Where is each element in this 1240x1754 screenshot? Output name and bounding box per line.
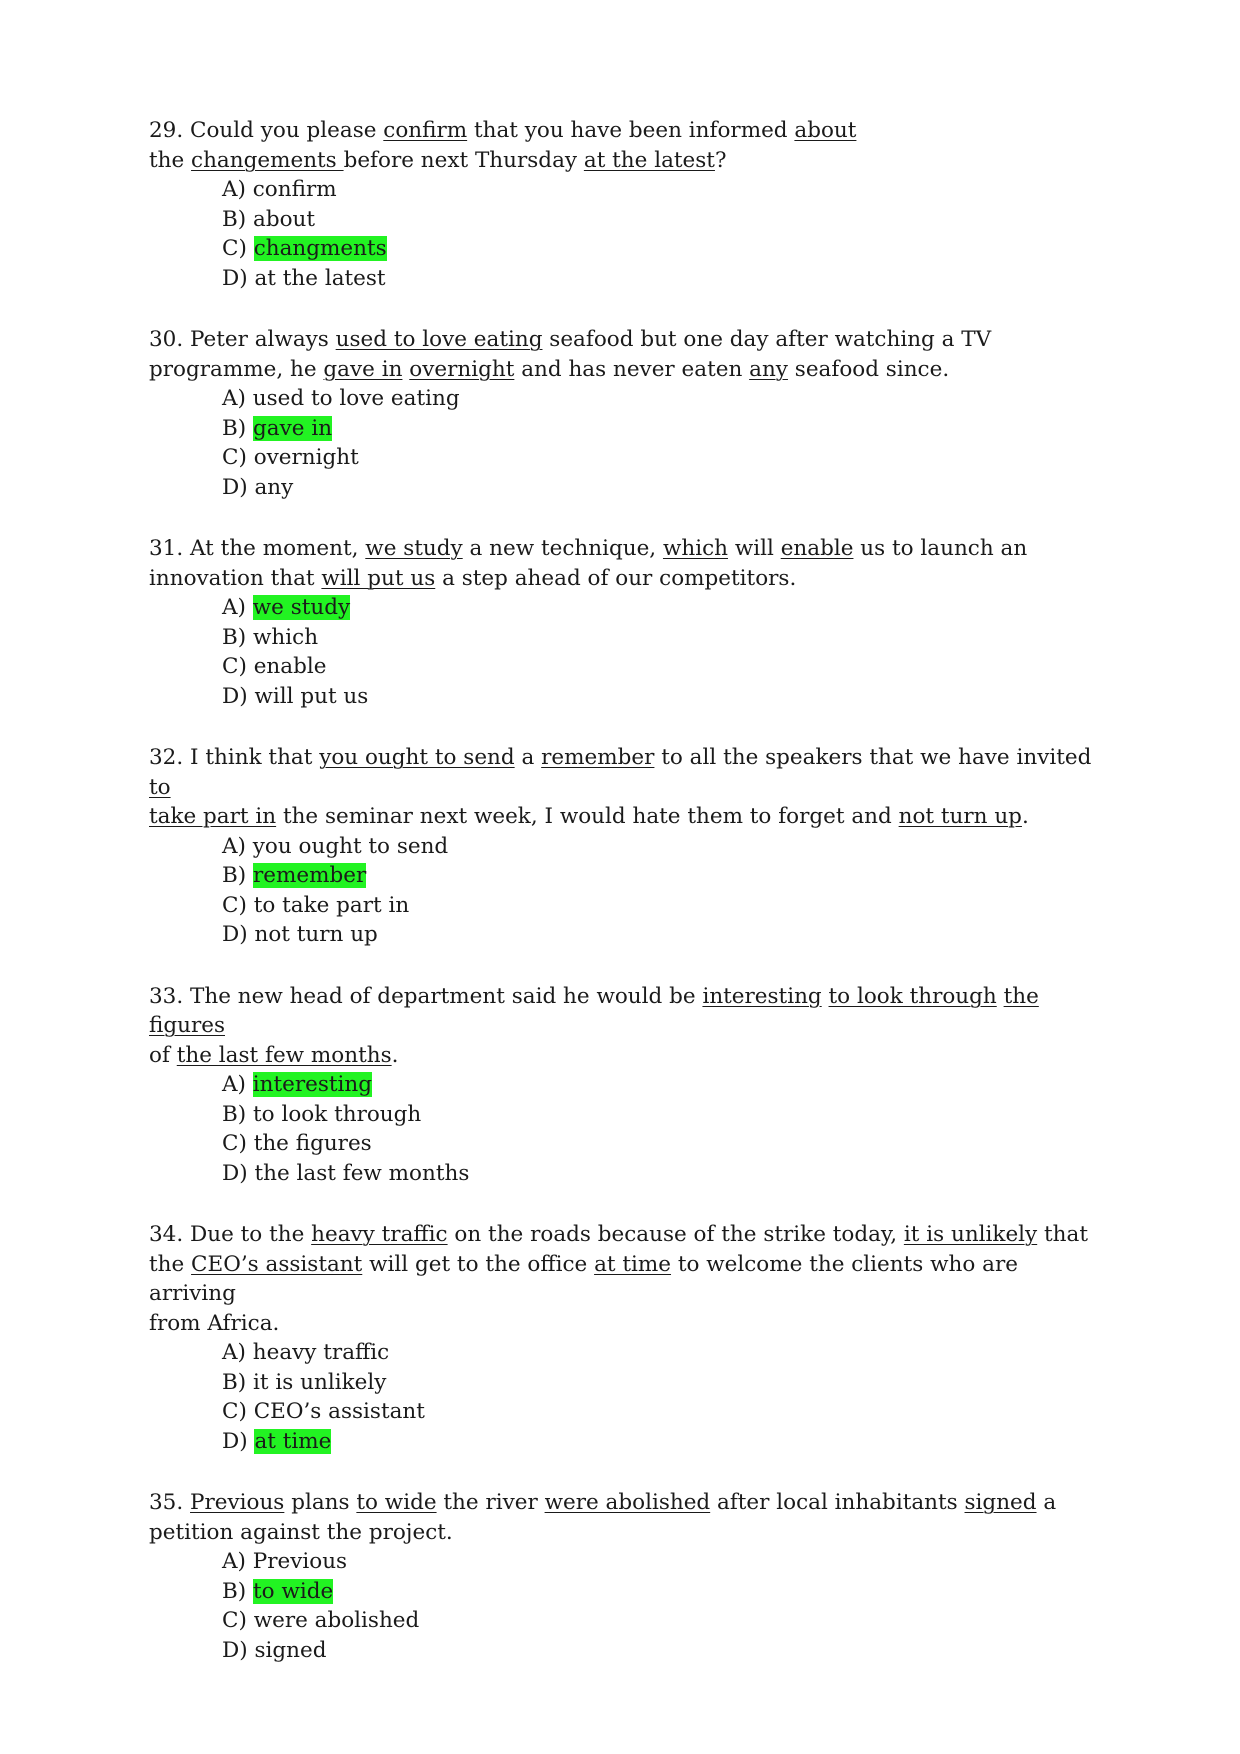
option-letter: B) bbox=[222, 1578, 247, 1604]
stem-text: after local inhabitants bbox=[710, 1490, 965, 1515]
option-letter: B) bbox=[222, 1369, 247, 1395]
option-letter: B) bbox=[222, 415, 247, 441]
option-letter: C) bbox=[222, 445, 247, 470]
stem-text bbox=[822, 984, 829, 1009]
stem-text: and has never eaten bbox=[514, 356, 750, 382]
answer-options bbox=[222, 593, 1109, 711]
stem-text: seafood since. bbox=[787, 356, 950, 382]
stem-text: 33. The new head of department said he would be bbox=[149, 983, 703, 1009]
underlined-phrase: at time bbox=[594, 1251, 672, 1277]
underlined-phrase: not turn up bbox=[898, 804, 1022, 829]
stem-text: on the roads because of the strike today, bbox=[447, 1222, 904, 1247]
answer-options bbox=[222, 384, 1109, 502]
question-stem bbox=[149, 743, 1109, 832]
option-text: not turn up bbox=[254, 922, 378, 947]
option-text: the last few months bbox=[254, 1160, 470, 1186]
option-text: about bbox=[253, 206, 316, 232]
stem-text: 31. At the moment, bbox=[149, 536, 366, 561]
highlighted-answer: interesting bbox=[252, 1072, 373, 1097]
option-letter: C) bbox=[222, 1399, 247, 1424]
answer-option bbox=[222, 1129, 1109, 1159]
highlighted-answer: we study bbox=[252, 595, 351, 620]
underlined-phrase: to bbox=[149, 774, 171, 800]
underlined-phrase: will put us bbox=[321, 565, 436, 591]
underlined-phrase: were abolished bbox=[544, 1490, 711, 1515]
underlined-phrase: enable bbox=[780, 536, 854, 561]
option-text: to take part in bbox=[253, 892, 410, 918]
answer-option bbox=[222, 414, 1109, 444]
option-letter: A) bbox=[222, 1549, 246, 1574]
stem-text: plans bbox=[284, 1490, 357, 1515]
stem-text: innovation that bbox=[149, 565, 322, 591]
underlined-phrase: heavy traffic bbox=[311, 1222, 448, 1247]
option-letter: D) bbox=[222, 1637, 248, 1663]
highlighted-answer: remember bbox=[253, 863, 367, 888]
option-letter: C) bbox=[222, 1608, 247, 1633]
option-letter: C) bbox=[222, 236, 247, 261]
option-text: CEO’s assistant bbox=[253, 1399, 425, 1424]
stem-text: will get to the office bbox=[362, 1251, 595, 1277]
underlined-phrase: about bbox=[794, 118, 857, 143]
highlighted-answer: gave in bbox=[253, 415, 333, 441]
answer-options bbox=[222, 175, 1109, 293]
underlined-phrase: the figures bbox=[149, 983, 1039, 1038]
underlined-phrase: CEO’s assistant bbox=[191, 1251, 363, 1277]
question-stem bbox=[149, 534, 1109, 593]
stem-text: the river bbox=[436, 1490, 545, 1515]
underlined-phrase: overnight bbox=[409, 356, 515, 382]
question-block bbox=[149, 982, 1109, 1189]
answer-option bbox=[222, 920, 1109, 950]
answer-option bbox=[222, 1636, 1109, 1666]
underlined-phrase: gave in bbox=[323, 356, 403, 382]
underlined-phrase: Previous bbox=[190, 1490, 285, 1515]
stem-text: a bbox=[1036, 1490, 1057, 1515]
stem-text: of bbox=[149, 1042, 177, 1068]
answer-options bbox=[222, 1070, 1109, 1188]
answer-option bbox=[222, 1159, 1109, 1189]
question-stem bbox=[149, 1220, 1109, 1338]
underlined-phrase: to wide bbox=[356, 1490, 437, 1515]
stem-text: a new technique, bbox=[462, 536, 663, 561]
answer-option bbox=[222, 175, 1109, 205]
answer-option bbox=[222, 443, 1109, 473]
question-block bbox=[149, 534, 1109, 711]
stem-text: petition against the project. bbox=[149, 1519, 453, 1545]
question-block bbox=[149, 116, 1109, 293]
answer-option bbox=[222, 384, 1109, 414]
underlined-phrase: at the latest bbox=[583, 147, 715, 173]
option-text: you ought to send bbox=[252, 833, 449, 859]
answer-option bbox=[222, 682, 1109, 712]
stem-text: from Africa. bbox=[149, 1310, 280, 1336]
stem-text: 34. Due to the bbox=[149, 1222, 312, 1247]
stem-text: seafood but one day after watching a TV bbox=[542, 327, 992, 352]
option-text: used to love eating bbox=[252, 386, 460, 411]
stem-text: 30. Peter always bbox=[149, 327, 336, 352]
answer-options bbox=[222, 1338, 1109, 1456]
question-block bbox=[149, 743, 1109, 950]
underlined-phrase: confirm bbox=[383, 118, 468, 143]
option-text: heavy traffic bbox=[252, 1340, 390, 1365]
stem-text: . bbox=[391, 1042, 399, 1068]
option-letter: B) bbox=[222, 206, 247, 232]
underlined-phrase: which bbox=[662, 536, 728, 561]
option-letter: D) bbox=[222, 265, 248, 291]
stem-text: before next Thursday bbox=[343, 147, 584, 173]
option-text: to look through bbox=[253, 1101, 422, 1127]
option-text: which bbox=[253, 624, 319, 650]
underlined-phrase: take part in bbox=[149, 804, 277, 829]
underlined-phrase: signed bbox=[964, 1490, 1037, 1515]
underlined-phrase: we study bbox=[365, 536, 463, 561]
option-letter: A) bbox=[222, 833, 246, 859]
question-stem bbox=[149, 116, 1109, 175]
underlined-phrase: to look through bbox=[828, 983, 997, 1009]
answer-option bbox=[222, 1577, 1109, 1607]
stem-text: a bbox=[514, 745, 542, 770]
underlined-phrase: interesting bbox=[702, 983, 822, 1009]
stem-text: ? bbox=[714, 147, 727, 173]
option-letter: B) bbox=[222, 863, 247, 888]
option-text: it is unlikely bbox=[253, 1369, 387, 1395]
answer-option bbox=[222, 1427, 1109, 1457]
stem-text: to welcome the clients who are arriving bbox=[149, 1251, 1018, 1306]
question-block bbox=[149, 325, 1109, 502]
question-block bbox=[149, 1220, 1109, 1456]
option-letter: A) bbox=[222, 1340, 246, 1365]
option-letter: A) bbox=[222, 177, 246, 202]
stem-text: 32. I think that bbox=[149, 745, 320, 770]
option-letter: D) bbox=[222, 922, 248, 947]
option-letter: A) bbox=[222, 595, 246, 620]
underlined-phrase: any bbox=[749, 356, 788, 382]
option-text: will put us bbox=[254, 683, 369, 709]
option-text: signed bbox=[254, 1637, 327, 1663]
answer-option bbox=[222, 593, 1109, 623]
stem-text: 29. Could you please bbox=[149, 118, 384, 143]
option-letter: A) bbox=[222, 386, 246, 411]
answer-option bbox=[222, 891, 1109, 921]
option-letter: C) bbox=[222, 892, 247, 918]
highlighted-answer: changments bbox=[253, 236, 387, 261]
answer-option bbox=[222, 1368, 1109, 1398]
answer-option bbox=[222, 1338, 1109, 1368]
answer-option bbox=[222, 861, 1109, 891]
question-stem bbox=[149, 1488, 1109, 1547]
option-text: enable bbox=[253, 654, 327, 679]
option-text: the figures bbox=[253, 1131, 372, 1156]
option-text: were abolished bbox=[253, 1608, 420, 1633]
underlined-phrase: changements bbox=[191, 147, 344, 173]
stem-text: programme, he bbox=[149, 356, 324, 382]
answer-option bbox=[222, 623, 1109, 653]
worksheet-page bbox=[149, 116, 1109, 1697]
answer-option bbox=[222, 234, 1109, 264]
highlighted-answer: at time bbox=[254, 1428, 332, 1454]
answer-option bbox=[222, 1547, 1109, 1577]
option-text: confirm bbox=[252, 177, 337, 202]
option-letter: C) bbox=[222, 1131, 247, 1156]
underlined-phrase: it is unlikely bbox=[903, 1222, 1038, 1247]
highlighted-answer: to wide bbox=[253, 1578, 334, 1604]
answer-option bbox=[222, 652, 1109, 682]
stem-text: the seminar next week, I would hate them to forget and bbox=[276, 804, 899, 829]
underlined-phrase: you ought to send bbox=[319, 745, 515, 770]
option-text: Previous bbox=[252, 1549, 348, 1574]
answer-option bbox=[222, 1070, 1109, 1100]
answer-option bbox=[222, 473, 1109, 503]
stem-text: to all the speakers that we have invited bbox=[654, 745, 1092, 770]
stem-text: the bbox=[149, 147, 192, 173]
stem-text: a step ahead of our competitors. bbox=[435, 565, 797, 591]
answer-options bbox=[222, 832, 1109, 950]
stem-text bbox=[997, 984, 1004, 1009]
stem-text: . bbox=[1021, 804, 1029, 829]
answer-option bbox=[222, 1100, 1109, 1130]
stem-text: us to launch an bbox=[853, 536, 1028, 561]
stem-text: will bbox=[727, 536, 781, 561]
option-letter: B) bbox=[222, 1101, 247, 1127]
answer-options bbox=[222, 1547, 1109, 1665]
question-block bbox=[149, 1488, 1109, 1665]
stem-text: that bbox=[1037, 1222, 1088, 1247]
underlined-phrase: used to love eating bbox=[335, 327, 543, 352]
option-letter: D) bbox=[222, 1160, 248, 1186]
stem-text: the bbox=[149, 1251, 192, 1277]
answer-option bbox=[222, 264, 1109, 294]
option-text: at the latest bbox=[254, 265, 386, 291]
option-letter: C) bbox=[222, 654, 247, 679]
option-letter: D) bbox=[222, 1428, 248, 1454]
option-text: any bbox=[254, 474, 294, 500]
answer-option bbox=[222, 832, 1109, 862]
option-letter: A) bbox=[222, 1072, 246, 1097]
answer-option bbox=[222, 1397, 1109, 1427]
answer-option bbox=[222, 205, 1109, 235]
option-text: overnight bbox=[253, 445, 359, 470]
option-letter: B) bbox=[222, 624, 247, 650]
underlined-phrase: the last few months bbox=[176, 1042, 392, 1068]
option-letter: D) bbox=[222, 474, 248, 500]
underlined-phrase: remember bbox=[541, 745, 655, 770]
question-stem bbox=[149, 982, 1109, 1071]
stem-text: 35. bbox=[149, 1490, 191, 1515]
question-stem bbox=[149, 325, 1109, 384]
stem-text: that you have been informed bbox=[467, 118, 795, 143]
option-letter: D) bbox=[222, 683, 248, 709]
answer-option bbox=[222, 1606, 1109, 1636]
